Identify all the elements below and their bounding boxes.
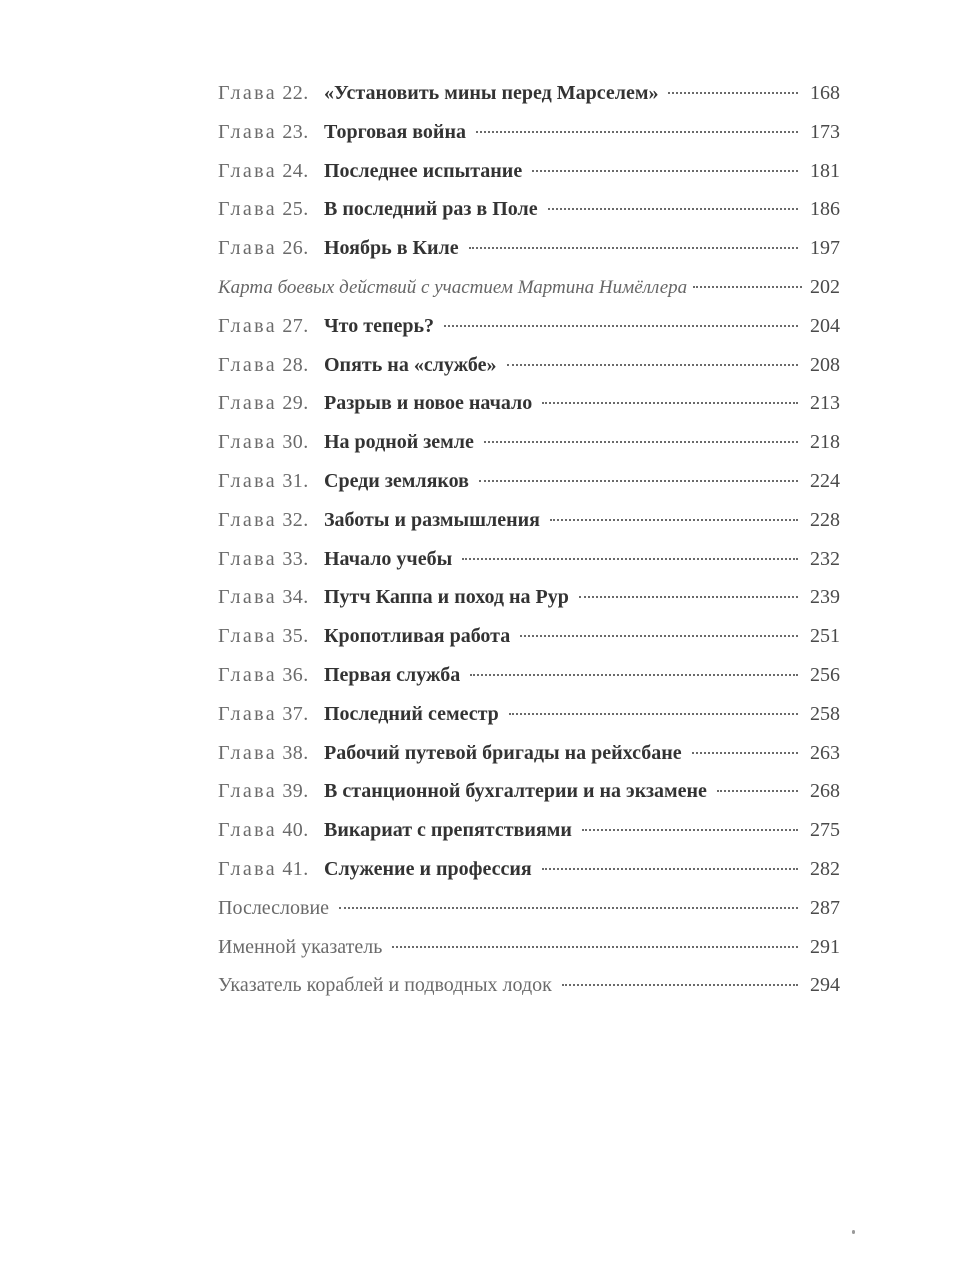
dot-leader [520, 635, 798, 637]
chapter-number [218, 540, 324, 579]
chapter-number [218, 384, 324, 423]
dot-leader [582, 829, 798, 831]
toc-entry [218, 734, 840, 773]
entry-title: Заботы и размышления [324, 508, 540, 531]
chapter-word: Глава [218, 120, 277, 143]
dot-leader [507, 364, 798, 366]
entry-title: Последнее испытание [324, 159, 523, 182]
chapter-index: 35. [282, 625, 309, 648]
chapter-index: 40. [282, 819, 309, 842]
chapter-word: Глава [218, 314, 277, 337]
toc-entry [218, 811, 840, 850]
dot-leader [469, 247, 798, 249]
toc-entry [218, 346, 840, 385]
entry-title: Разрыв и новое начало [324, 392, 533, 415]
chapter-index: 29. [282, 392, 309, 415]
page-number: 197 [810, 237, 840, 260]
dot-leader [392, 946, 798, 948]
chapter-index: 39. [282, 780, 309, 803]
page-number: 268 [810, 780, 840, 803]
dot-leader [444, 325, 798, 327]
dot-leader [476, 131, 798, 133]
chapter-number [218, 462, 324, 501]
toc-entry [218, 268, 840, 307]
chapter-index: 24. [282, 159, 309, 182]
chapter-number [218, 152, 324, 191]
chapter-number [218, 423, 324, 462]
entry-title: Викариат с препятствиями [324, 819, 572, 842]
chapter-index: 27. [282, 314, 309, 337]
toc-entry [218, 113, 840, 152]
chapter-number [218, 501, 324, 540]
page-number: 232 [810, 547, 840, 570]
page-number: 275 [810, 819, 840, 842]
entry-title: Торговая война [324, 120, 466, 143]
dot-leader [542, 402, 798, 404]
chapter-index: 25. [282, 198, 309, 221]
chapter-index: 30. [282, 431, 309, 454]
chapter-number [218, 190, 324, 229]
toc-entry [218, 617, 840, 656]
dot-leader [479, 480, 798, 482]
page-number: 251 [810, 625, 840, 648]
chapter-index: 38. [282, 741, 309, 764]
page-number: 181 [810, 159, 840, 182]
toc-entry [218, 889, 840, 928]
toc-entry [218, 462, 840, 501]
dot-leader [579, 596, 798, 598]
dot-leader [470, 674, 798, 676]
chapter-word: Глава [218, 237, 277, 260]
dot-leader [339, 907, 798, 909]
entry-title: Ноябрь в Киле [324, 237, 459, 260]
page-number: 213 [810, 392, 840, 415]
dot-leader [462, 558, 798, 560]
chapter-index: 36. [282, 663, 309, 686]
page-number: 204 [810, 314, 840, 337]
toc-entry [218, 966, 840, 1005]
chapter-word: Глава [218, 586, 277, 609]
table-of-contents [218, 74, 840, 1005]
page-number: 239 [810, 586, 840, 609]
page-number: 282 [810, 857, 840, 880]
chapter-number [218, 113, 324, 152]
page-number: 258 [810, 702, 840, 725]
chapter-number [218, 578, 324, 617]
chapter-word: Глава [218, 353, 277, 376]
chapter-index: 37. [282, 702, 309, 725]
chapter-word: Глава [218, 431, 277, 454]
dot-leader [548, 208, 798, 210]
toc-entry [218, 307, 840, 346]
chapter-index: 34. [282, 586, 309, 609]
entry-title: Рабочий путевой бригады на рейхсбане [324, 741, 682, 764]
entry-title: В последний раз в Поле [324, 198, 538, 221]
chapter-index: 33. [282, 547, 309, 570]
chapter-index: 31. [282, 469, 309, 492]
chapter-word: Глава [218, 741, 277, 764]
toc-entry [218, 229, 840, 268]
entry-title: Карта боевых действий с участием Мартина Нимёллера [218, 276, 688, 298]
chapter-number [218, 656, 324, 695]
chapter-index: 22. [282, 82, 309, 104]
entry-title: Что теперь? [324, 314, 435, 337]
toc-entry [218, 656, 840, 695]
page-number: 218 [810, 431, 840, 454]
toc-entry [218, 501, 840, 540]
page-number: 202 [810, 275, 840, 298]
chapter-word: Глава [218, 780, 277, 803]
dot-leader [693, 286, 802, 288]
chapter-number [218, 811, 324, 850]
dot-leader [484, 441, 798, 443]
chapter-index: 41. [282, 857, 309, 880]
entry-title: Именной указатель [218, 935, 383, 958]
entry-title: Указатель кораблей и подводных лодок [218, 974, 552, 997]
chapter-number [218, 74, 324, 113]
chapter-index: 28. [282, 353, 309, 376]
entry-title: Кропотливая работа [324, 625, 511, 648]
page-number: 208 [810, 353, 840, 376]
page-number: 294 [810, 974, 840, 997]
dot-leader [692, 752, 798, 754]
toc-entry [218, 578, 840, 617]
entry-title: Опять на «службе» [324, 353, 497, 376]
chapter-number [218, 734, 324, 773]
toc-entry [218, 772, 840, 811]
entry-title: Первая служба [324, 663, 461, 686]
chapter-word: Глава [218, 198, 277, 221]
dot-leader [542, 868, 798, 870]
chapter-number [218, 617, 324, 656]
chapter-index: 26. [282, 237, 309, 260]
chapter-word: Глава [218, 82, 277, 104]
entry-title: Послесловие [218, 896, 330, 919]
page-number: 173 [810, 120, 840, 143]
dot-leader [668, 92, 798, 94]
dot-leader [717, 790, 798, 792]
page-number: 263 [810, 741, 840, 764]
chapter-word: Глава [218, 547, 277, 570]
dot-leader [532, 170, 798, 172]
entry-title: Последний семестр [324, 702, 499, 725]
entry-title: Путч Каппа и поход на Рур [324, 586, 569, 609]
chapter-index: 23. [282, 120, 309, 143]
entry-title: Среди земляков [324, 469, 469, 492]
chapter-number [218, 695, 324, 734]
toc-entry [218, 540, 840, 579]
chapter-word: Глава [218, 857, 277, 880]
entry-title: На родной земле [324, 431, 474, 454]
chapter-word: Глава [218, 159, 277, 182]
page-number: 287 [810, 896, 840, 919]
chapter-word: Глава [218, 508, 277, 531]
entry-title: Начало учебы [324, 547, 453, 570]
toc-entry [218, 384, 840, 423]
dot-leader [509, 713, 798, 715]
toc-entry [218, 152, 840, 191]
chapter-word: Глава [218, 469, 277, 492]
toc-entry [218, 423, 840, 462]
chapter-number [218, 772, 324, 811]
chapter-number [218, 850, 324, 889]
chapter-index: 32. [282, 508, 309, 531]
chapter-number [218, 229, 324, 268]
chapter-number [218, 346, 324, 385]
chapter-word: Глава [218, 625, 277, 648]
entry-title: «Установить мины перед Марселем» [324, 82, 659, 104]
chapter-word: Глава [218, 819, 277, 842]
chapter-word: Глава [218, 392, 277, 415]
toc-entry [218, 928, 840, 967]
entry-title: В станционной бухгалтерии и на экзамене [324, 780, 707, 803]
dot-leader [550, 519, 798, 521]
chapter-number [218, 307, 324, 346]
print-speck [852, 1230, 855, 1234]
toc-entry [218, 850, 840, 889]
page-number: 186 [810, 198, 840, 221]
chapter-word: Глава [218, 702, 277, 725]
chapter-word: Глава [218, 663, 277, 686]
entry-title: Служение и профессия [324, 857, 532, 880]
page-number: 224 [810, 469, 840, 492]
page-number: 291 [810, 935, 840, 958]
dot-leader [562, 984, 798, 986]
toc-entry [218, 695, 840, 734]
page-number: 256 [810, 663, 840, 686]
page-number: 168 [810, 82, 840, 104]
toc-entry [218, 190, 840, 229]
page-number: 228 [810, 508, 840, 531]
toc-entry [218, 74, 840, 113]
